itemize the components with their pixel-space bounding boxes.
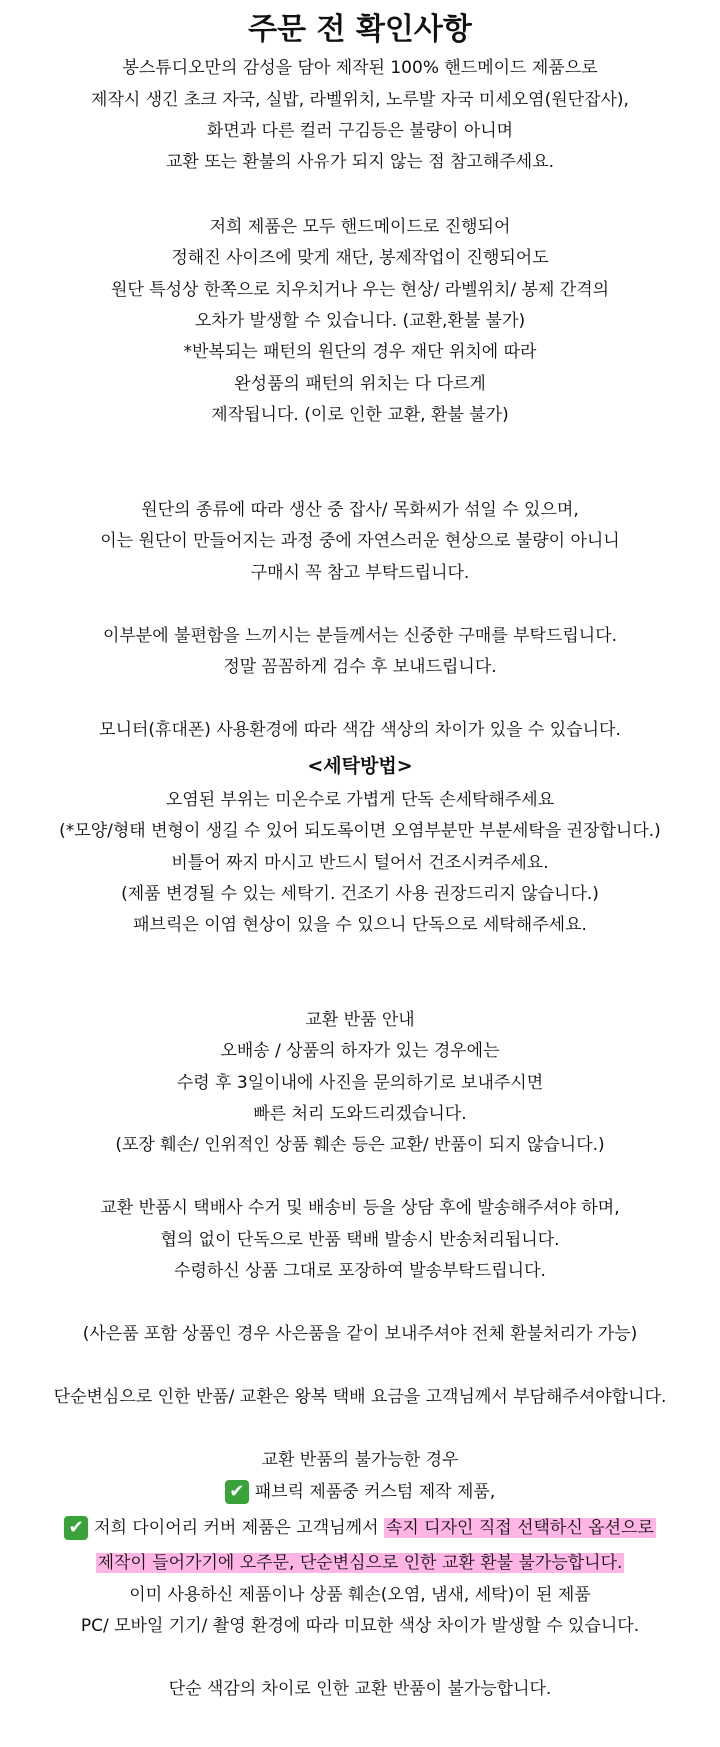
text-line: 원단 특성상 한쪽으로 치우치거나 우는 현상/ 라벨위치/ 봉제 간격의 [110, 280, 610, 300]
text-line: 제작시 생긴 초크 자국, 실밥, 라벨위치, 노루발 자국 미세오염(원단잡사), [91, 90, 629, 110]
text-line: (*모양/형태 변형이 생길 수 있어 되도록이면 오염부분만 부분세탁을 권장합니다.) [59, 821, 661, 841]
text-line [0, 1549, 720, 1577]
text-line: 오염된 부위는 미온수로 가볍게 단독 손세탁해주세요 [165, 790, 555, 810]
text-line: 패브릭은 이염 현상이 있을 수 있으니 단독으로 세탁해주세요. [133, 915, 587, 935]
text-line: 정말 꼼꼼하게 검수 후 보내드립니다. [223, 657, 497, 677]
page-title: 주문 전 확인사항 [248, 12, 472, 47]
check-item [0, 1478, 720, 1506]
check-item-text: 패브릭 제품중 커스텀 제작 제품, [254, 1482, 496, 1502]
highlighted-text: 속지 디자인 직접 선택하신 옵션으로 [385, 1518, 654, 1538]
text-line: 교환 반품시 택배사 수거 및 배송비 등을 상담 후에 발송해주셔야 하며, [100, 1198, 620, 1218]
text-line: 모니터(휴대폰) 사용환경에 따라 색감 색상의 차이가 있을 수 있습니다. [99, 720, 621, 740]
highlighted-text: 제작이 들어가기에 오주문, 단순변심으로 인한 교환 환불 불가능합니다. [97, 1553, 623, 1573]
text-line: 단순변심으로 인한 반품/ 교환은 왕복 택배 요금을 고객님께서 부담해주셔야합니다. [53, 1387, 667, 1407]
text-line: 봉스튜디오만의 감성을 담아 제작된 100% 핸드메이드 제품으로 [122, 58, 598, 78]
text-line: 이부분에 불편함을 느끼시는 분들께서는 신중한 구매를 부탁드립니다. [102, 626, 618, 646]
not-allowed-heading: 교환 반품의 불가능한 경우 [261, 1450, 459, 1470]
text-line: 협의 없이 단독으로 반품 택배 발송시 반송처리됩니다. [160, 1230, 560, 1250]
text-line: 완성품의 패턴의 위치는 다 다르게 [234, 374, 486, 394]
text-line: 오차가 발생할 수 있습니다. (교환,환불 불가) [194, 311, 526, 331]
text-line: (포장 훼손/ 인위적인 상품 훼손 등은 교환/ 반품이 되지 않습니다.) [115, 1135, 605, 1155]
text-line: 저희 제품은 모두 핸드메이드로 진행되어 [209, 217, 511, 237]
text-line: 원단의 종류에 따라 생산 중 잡사/ 목화씨가 섞일 수 있으며, [141, 500, 579, 520]
text-line: 수령하신 상품 그대로 포장하여 발송부탁드립니다. [174, 1261, 546, 1281]
text-line: 교환 또는 환불의 사유가 되지 않는 점 참고해주세요. [165, 152, 555, 172]
text-line: 제작됩니다. (이로 인한 교환, 환불 불가) [211, 405, 509, 425]
check-item-text: 저희 다이어리 커버 제품은 고객님께서 [94, 1518, 379, 1538]
check-icon: ✔ [64, 1516, 88, 1540]
text-line: 오배송 / 상품의 하자가 있는 경우에는 [220, 1041, 500, 1061]
text-line: *반복되는 패턴의 원단의 경우 재단 위치에 따라 [183, 342, 537, 362]
text-line: 정해진 사이즈에 맞게 재단, 봉제작업이 진행되어도 [171, 248, 549, 268]
text-line: PC/ 모바일 기기/ 촬영 환경에 따라 미묘한 색상 차이가 발생할 수 있습니다. [80, 1616, 640, 1636]
text-line: 수령 후 3일이내에 사진을 문의하기로 보내주시면 [176, 1073, 544, 1093]
check-icon: ✔ [225, 1480, 249, 1504]
text-line: 화면과 다른 컬러 구김등은 불량이 아니며 [206, 121, 514, 141]
text-line: 비틀어 짜지 마시고 반드시 털어서 건조시켜주세요. [171, 853, 549, 873]
exchange-heading: 교환 반품 안내 [305, 1010, 415, 1030]
text-line: 단순 색감의 차이로 인한 교환 반품이 불가능합니다. [168, 1679, 552, 1699]
text-line: (제품 변경될 수 있는 세탁기. 건조기 사용 권장드리지 않습니다.) [121, 884, 599, 904]
text-line: 빠른 처리 도와드리겠습니다. [253, 1104, 467, 1124]
washing-heading: <세탁방법> [307, 755, 413, 777]
text-line: 구매시 꼭 참고 부탁드립니다. [250, 563, 470, 583]
text-line: 이는 원단이 만들어지는 과정 중에 자연스러운 현상으로 불량이 아니니 [100, 531, 620, 551]
text-line: (사은품 포함 상품인 경우 사은품을 같이 보내주셔야 전체 환불처리가 가능) [82, 1324, 638, 1344]
text-line: 이미 사용하신 제품이나 상품 훼손(오염, 냄새, 세탁)이 된 제품 [129, 1585, 591, 1605]
check-item [0, 1514, 720, 1542]
